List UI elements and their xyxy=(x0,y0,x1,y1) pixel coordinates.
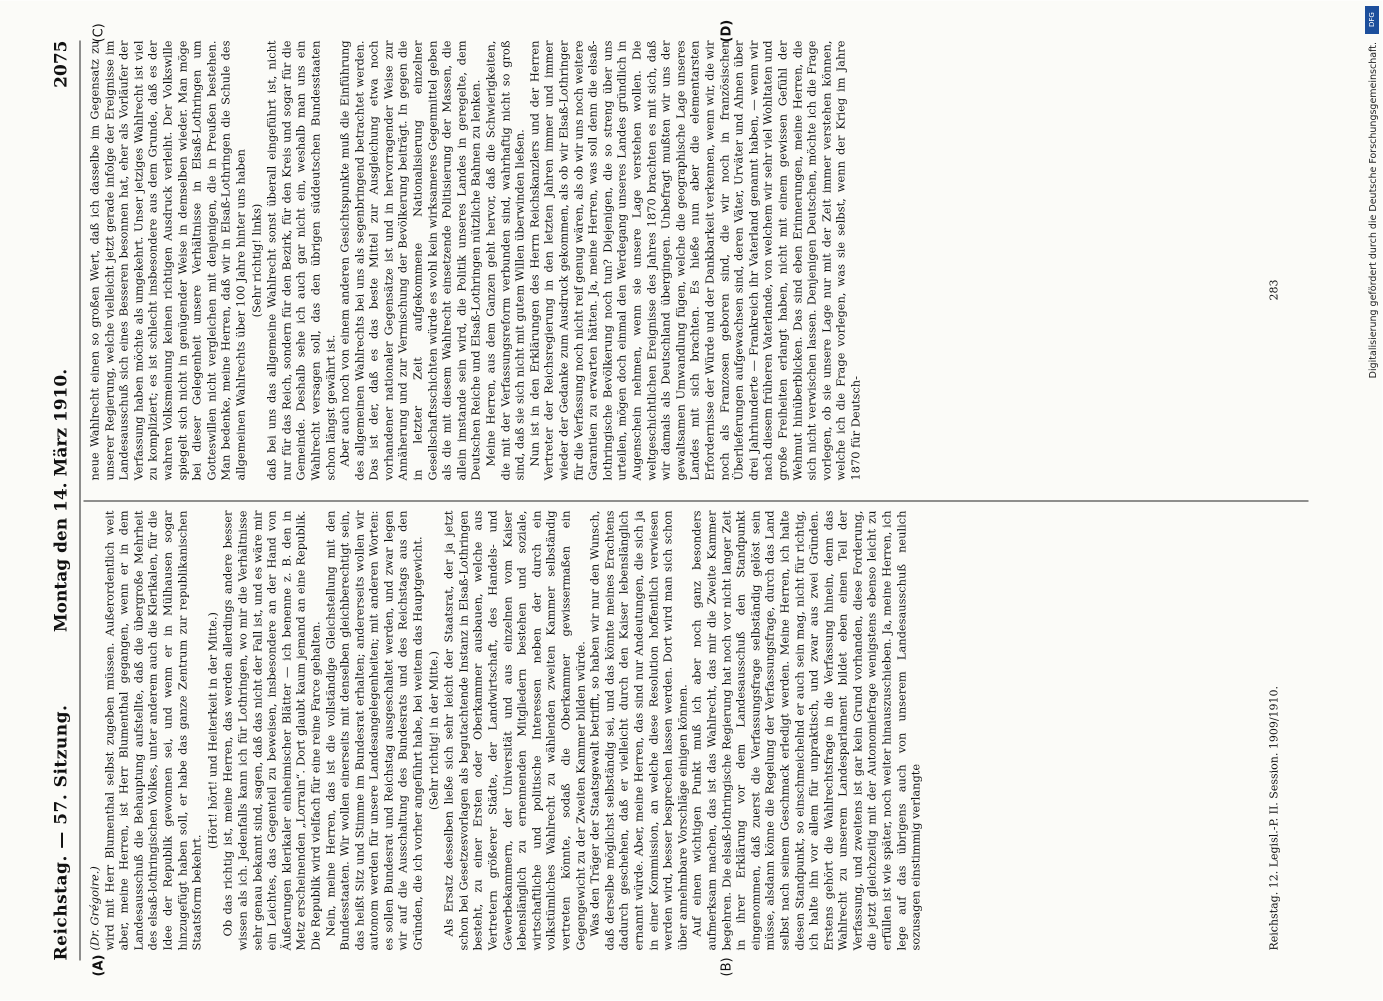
margin-marker-a: (A) xyxy=(91,954,107,977)
paragraph: Ob das richtig ist, meine Herren, das werden allerdings andere besser wissen als ich. Jedenfalls kann ich für Lothringen, wo mir die Verhältnisse sehr genau bekannt sind, sagen, daß das nicht der Fall ist, und es wäre mir ein Leichtes, das Gegenteil zu beweisen, insbesondere an der Hand von Äußerungen klerikaler einheimischer Blätter — ich benenne z. B. den in Metz erscheinenden „Lorrain“. Dort glaubt kaum jemand an eine Republik. Die Republik wird vielfach für eine reine Farce gehalten. xyxy=(220,510,323,951)
interjection: (Sehr richtig! links) xyxy=(249,203,264,318)
margin-marker-c: (C) xyxy=(91,23,107,43)
paragraph: neue Wahlrecht einen so großen Wert, daß ich dasselbe im Gegensatz zu unserer Regierung, welche vielleicht jetzt gerade infolge der Ereignisse im Landesausschuß sich eines Besseren besonnen hat, eher als Vorläufer der Verfassung haben möchte als umgekehrt. Unser jetziges Wahlrecht ist viel zu kompliziert; es ist schlecht insbesondere aus dem Grunde, daß es der wahren Volksmeinung keinen richtigen Ausdruck verleiht. Der Volkswille spiegelt sich nicht in genügender Weise in demselben wieder. Man möge bei dieser Gelegenheit unsere Verhältnisse in Elsaß-Lothringen um Gotteswillen nicht vergleichen mit denjenigen, die in Preußen bestehen. Man bedenke, meine Herren, daß wir in Elsaß-Lothringen die Schule des allgemeinen Wahlrechts über 100 Jahre hinter uns haben xyxy=(87,40,248,481)
header-page-number: 2075 xyxy=(51,40,72,88)
column-divider xyxy=(84,501,1309,502)
sheet-number: 283 xyxy=(1267,279,1281,301)
newspaper-page xyxy=(0,1,1383,1001)
speaker-label: (Dr. Grégoire.) xyxy=(87,866,102,951)
margin-marker-d: (D) xyxy=(719,19,735,43)
paragraph: wird mit Herr Blumenthal selbst zugeben müssen. Außerordentlich weit aber, meine Herren, ist Herr Blumenthal gegangen, wenn er in dem Landesausschuß die Behauptung aufstellte, daß die übergroße Mehrheit des elsaß-lothringischen Volkes, unter anderem auch die Klerikalen, für die Idee der Republik gewonnen sei, und wenn er in Mülhausen sogar hinzugefügt haben soll, er habe das ganze Zentrum zur republikanischen Staatsform bekehrt. xyxy=(102,510,204,951)
paragraph: daß bei uns das allgemeine Wahlrecht sonst überall eingeführt ist, nicht nur für das Reich, sondern für den Bezirk, für den Kreis und sogar für die Gemeinde. Deshalb sehe ich auch gar nicht ein, weshalb man uns ein Wahlrecht versagen soll, das den übrigen süddeutschen Bundesstaaten schon längst gewährt ist. xyxy=(264,40,337,481)
paragraph: Nun ist in den Erklärungen des Herrn Reichskanzlers und der Herren Vertreter der Reichsregierung in den letzten Jahren immer und immer wieder der Gedanke zum Ausdruck gekommen, als ob wir Elsaß-Lothringer für die Verfassung noch nicht reif genug wären, als ob wir uns noch weitere Garantien zu erwarten hätten. Ja, meine Herren, was soll denn die elsaß-lothringische Bevölkerung noch tun? Diejenigen, die so streng über uns urteilen, mögen doch einmal den Werdegang unseres Landes gründlich in Augenschein nehmen, wenn sie unsere Lage verstehen wollen. Die weltgeschichtlichen Ereignisse des Jahres 1870 brachten es mit sich, daß wir damals als Deutschland übergingen. Unbefragt mußten wir uns der gewaltsamen Umwandlung fügen, welche die geographische Lage unseres Landes mit sich brachten. Es hieße nun aber die elementarsten Erfordernisse der Würde und der Dankbarkeit verkennen, wenn wir, die wir noch als Franzosen geboren sind, die wir noch in französischen Überlieferungen aufgewachsen sind, deren Väter, Urväter und Ahnen über drei Jahrhunderte — Frankreich ihr Vaterland genannt haben, — wenn wir nach diesem früheren Vaterlande, von welchem wir sehr viel Wohltaten und große Freiheiten erlangt haben, nicht mit einem gewissen Gefühl der Wehmut hinüberblicken. Das sind eben Erinnerungen, meine Herren, die sich nicht verwischen lassen. Denjenigen Deutschen, möchte ich die Frage vorlegen, ob sie unsere Lage nur mit der Zeit immer verstehen können, welche ich die Frage vorlegen, was sie selbst, wenn der Krieg im Jahre 1870 für Deutsch- xyxy=(527,40,863,481)
digitization-sidebar xyxy=(1363,0,1379,1000)
paragraph: Als Ersatz desselben ließe sich sehr leicht der Staatsrat, der ja jetzt schon bei Gesetzesvorlagen als begutachtende Instanz in Elsaß-Lothringen besteht, zu einer Ersten oder Oberkammer ausbauen, welche aus Vertretern größerer Städte, der Landwirtschaft, des Handels- und Gewerbekammern, der Universität und aus einzelnen vom Kaiser lebenslänglich zu ernennenden Mitgliedern bestehen und soziale, wirtschaftliche und politische Interessen neben der durch ein volkstümliches Wahlrecht zu wählenden zweiten Kammer selbständig vertreten könnte, sodaß die Oberkammer gewissermaßen ein Gegengewicht zu der Zweiten Kammer bilden würde. xyxy=(441,510,588,951)
left-column xyxy=(88,511,1268,951)
right-column xyxy=(88,41,1268,481)
paragraph: Was den Träger der Staatsgewalt betrifft, so haben wir nur den Wunsch, daß derselbe möglichst selbständig sei, und das könnte meines Erachtens dadurch geschehen, daß er vielleicht durch den Kaiser lebenslänglich ernannt würde. Aber, meine Herren, das sind nur Andeutungen, die sich ja in einer Kommission, an welche diese Resolution hoffentlich verwiesen werden wird, besser besprechen lassen werden. Dort wird man sich schon über annehmbare Vorschläge einigen können. xyxy=(587,510,690,951)
paragraph: Nein, meine Herren, das ist die vollständige Gleichstellung mit den Bundesstaaten. Wir wollen einerseits mit denselben gleichberechtigt sein, das heißt Sitz und Stimme im Bundesrat erhalten; andererseits wollen wir autonom werden für unsere Landesangelegenheiten; mit anderen Worten: es sollen Bundesrat und Reichstag ausgeschaltet werden, und zwar legen wir auf die Ausschaltung des Bundesrats und des Reichstags aus den Gründen, die ich vorher angeführt habe, bei weitem das Hauptgewicht. xyxy=(323,510,425,951)
paragraph: Meine Herren, aus dem Ganzen geht hervor, daß die Schwierigkeiten, die mit der Verfassungsreform verbunden sind, wahrhaftig nicht so groß sind, daß sie sich nicht mit gutem Willen überwinden ließen. xyxy=(483,40,527,481)
page-footer: Reichstag. 12. Legisl.-P. II. Session. 1909/1910. xyxy=(1267,685,1281,951)
dfg-logo: DFG xyxy=(1365,6,1379,34)
paragraph: Aber auch noch von einem anderen Gesichtspunkte muß die Einführung des allgemeinen Wahlrechts bei uns als segenbringend betrachtet werden. Das ist der, daß es das beste Mittel zur Ausgleichung etwa noch vorhandener nationaler Gegensätze ist und in hervorragender Weise zur Annäherung und zur Vermischung der Bevölkerung beiträgt. In gegen die in letzter Zeit aufgekommene Nationalisierung einzelner Gesellschaftsschichten würde es wohl kein wirksameres Gegenmittel geben als die mit diesem Wahlrecht einsetzende Politisierung der Massen, die allein imstande sein wird, die Politik unseres Landes in geregelte, dem Deutschen Reiche und Elsaß-Lothringen nützliche Bahnen zu lenken. xyxy=(337,40,483,481)
interjection: (Hört! hört! und Heiterkeit in der Mitte.) xyxy=(205,612,220,849)
paragraph: Auf einen wichtigen Punkt muß ich aber noch ganz besonders aufmerksam machen, das ist das Wahlrecht, das mir die Zweite Kammer begehren. Die elsaß-lothringische Regierung hat noch vor nicht langer Zeit in ihrer Erklärung vor dem Landesausschuß den Standpunkt eingenommen, daß zuerst die Verfassungsfrage selbständig gelöst sein müsse, alsdann könne die Regelung der Verfassungsfrage, durch das Land selbst nach seinem Geschmack erledigt werden. Meine Herren, ich halte diesen Standpunkt, so einschmeichelnd er auch sein mag, nicht für richtig, ich halte ihn vor allem für unpraktisch, und zwar aus zwei Gründen. Erstens gehört die Wahlrechtsfrage in die Verfassung hinein, denn das Wahlrecht zu unserem Landesparlament bildet eben einen Teil der Verfassung, und zweitens ist gar kein Grund vorhanden, diese Forderung, die jetzt gleichzeitig mit der Autonomiefrage wenigstens ebenso leicht zu erfüllen ist wie später, noch weiter hinauszuschieben. Ja, meine Herren, ich lege auf das übrigens auch von unserem Landesausschuß neulich sozusagen einstimmig verlangte xyxy=(689,510,923,951)
funding-note: Digitalisierung gefördert durch die Deutsche Forschungsgemeinschaft. xyxy=(1368,42,1379,379)
header-date: Montag den 14. März 1910. xyxy=(51,368,72,633)
interjection: (Sehr richtig! in der Mitte.) xyxy=(426,651,441,810)
margin-marker-b: (B) xyxy=(719,957,735,977)
header-left: Reichstag. — 57. Sitzung. xyxy=(51,704,72,961)
page-header xyxy=(52,41,81,961)
